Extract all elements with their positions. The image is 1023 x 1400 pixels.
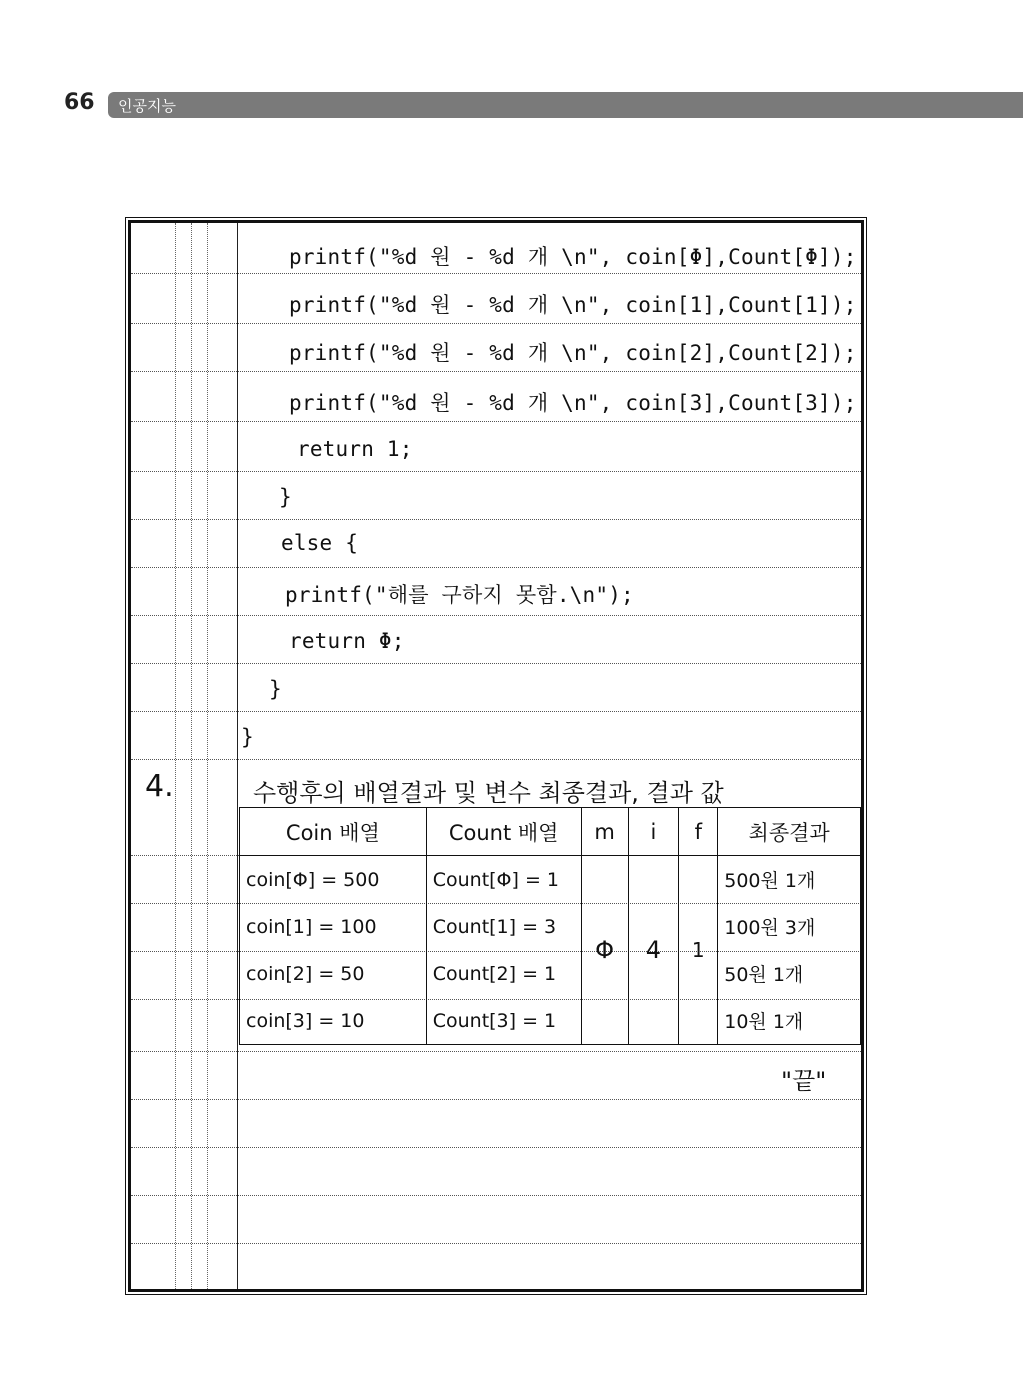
- code-line: }: [269, 677, 282, 701]
- ruled-line: [131, 1147, 861, 1148]
- ruled-line: [131, 711, 861, 712]
- code-line: }: [241, 725, 254, 749]
- i-cell: 4: [628, 856, 679, 1045]
- ruled-line: [131, 471, 861, 472]
- code-line: printf("%d 원 - %d 개 \n", coin[2],Count[2]);: [289, 341, 857, 365]
- margin-line: [191, 223, 192, 1289]
- final-result-cell: 50원 1개: [718, 950, 861, 997]
- count-cell: Count[1] = 3: [426, 903, 581, 950]
- f-cell: 1: [679, 856, 718, 1045]
- ruled-line: [131, 1051, 861, 1052]
- ruled-line: [131, 1243, 861, 1244]
- code-line: else {: [281, 531, 359, 555]
- coin-cell: coin[2] = 50: [240, 950, 427, 997]
- code-line: printf("%d 원 - %d 개 \n", coin[3],Count[3]);: [289, 391, 857, 415]
- count-cell: Count[2] = 1: [426, 950, 581, 997]
- code-line: printf("%d 원 - %d 개 \n", coin[Φ],Count[Φ]);: [289, 245, 857, 269]
- coin-cell: coin[3] = 10: [240, 997, 427, 1045]
- table-header-row: [240, 808, 861, 856]
- code-line: printf("해를 구하지 못함.\n");: [285, 583, 634, 607]
- section-number: 4.: [145, 769, 174, 804]
- m-cell: Φ: [581, 856, 628, 1045]
- ruled-line: [131, 323, 861, 324]
- table-header: 최종결과: [718, 808, 861, 856]
- final-result-cell: 500원 1개: [718, 856, 861, 904]
- margin-line: [175, 223, 176, 1289]
- ruled-line: [131, 1195, 861, 1196]
- margin-line: [207, 223, 208, 1289]
- ruled-line: [131, 615, 861, 616]
- table-header: Count 배열: [426, 808, 581, 856]
- ruled-line: [131, 519, 861, 520]
- margin-line: [237, 223, 238, 1289]
- ruled-line: [131, 759, 861, 760]
- count-cell: Count[Φ] = 1: [426, 856, 581, 904]
- table-row: [240, 903, 861, 950]
- table-header: i: [628, 808, 679, 856]
- notebook-sheet: [128, 220, 864, 1292]
- code-line: }: [279, 485, 292, 509]
- coin-cell: coin[Φ] = 500: [240, 856, 427, 904]
- chapter-bar: [108, 92, 1023, 118]
- table-header: Coin 배열: [240, 808, 427, 856]
- ruled-line: [131, 1099, 861, 1100]
- chapter-title: 인공지능: [118, 97, 176, 115]
- code-line: printf("%d 원 - %d 개 \n", coin[1],Count[1]);: [289, 293, 857, 317]
- page-header: [0, 88, 1023, 120]
- table-row: [240, 856, 861, 904]
- coin-cell: coin[1] = 100: [240, 903, 427, 950]
- ruled-line: [131, 421, 861, 422]
- section-title: 수행후의 배열결과 및 변수 최종결과, 결과 값: [253, 779, 724, 807]
- code-line: return 1;: [297, 437, 413, 461]
- page-number: 66: [64, 90, 95, 115]
- table-header: f: [679, 808, 718, 856]
- table-header: m: [581, 808, 628, 856]
- ruled-line: [131, 371, 861, 372]
- table-row: [240, 997, 861, 1045]
- ruled-line: [131, 567, 861, 568]
- end-mark: "끝": [781, 1067, 827, 1095]
- final-result-cell: 10원 1개: [718, 997, 861, 1045]
- code-line: return Φ;: [289, 629, 405, 653]
- ruled-line: [131, 273, 861, 274]
- final-result-cell: 100원 3개: [718, 903, 861, 950]
- table-row: [240, 950, 861, 997]
- count-cell: Count[3] = 1: [426, 997, 581, 1045]
- ruled-line: [131, 663, 861, 664]
- result-table: [239, 807, 861, 1045]
